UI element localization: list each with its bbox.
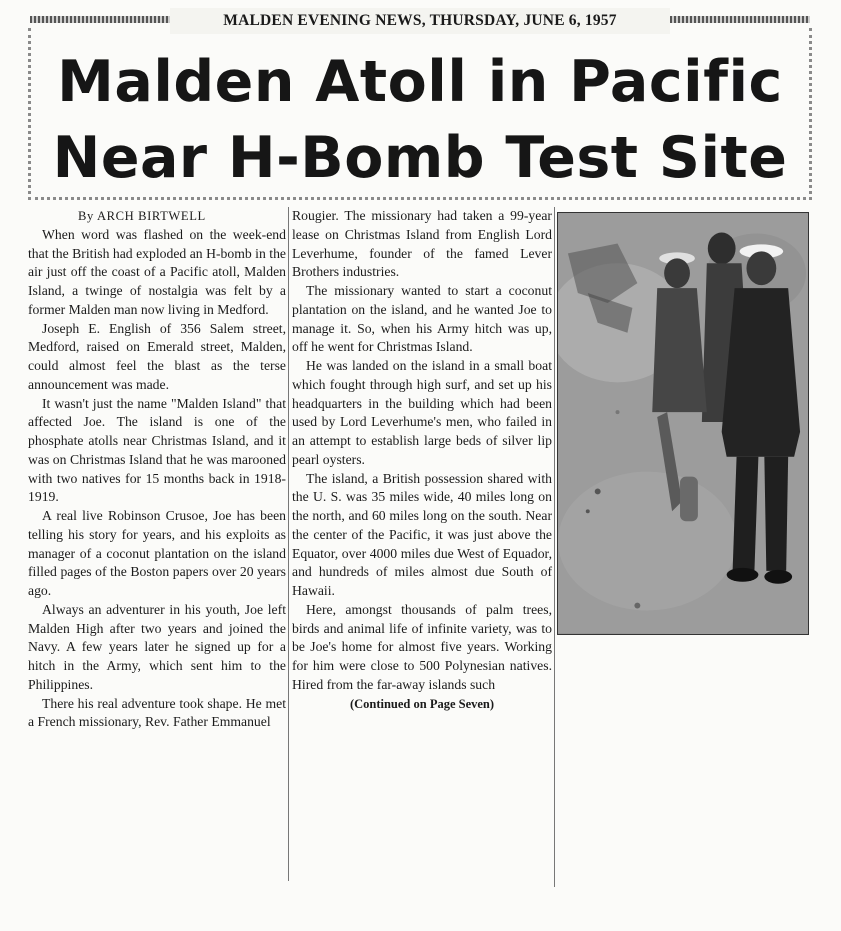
- paragraph: Here, amongst thousands of palm trees, birds and animal life of infinite variety, was to be Joe's home for almost five years. Working for him were close to 500 Polynesian natives. Hired from the far-away islands such: [292, 601, 552, 692]
- paragraph: The island, a British possession shared with the U. S. was 35 miles wide, 40 miles long on the north, and 60 miles long on the south. Near the center of the Pacific, it was just above the Equator, over 4000 miles due West of Equador, and hundreds of miles almost due South of Hawaii.: [292, 470, 552, 598]
- column-divider: [288, 207, 289, 881]
- photo-figures-icon: [558, 213, 808, 634]
- masthead-rule-right: [670, 16, 810, 23]
- article-column-2: [292, 207, 552, 713]
- paragraph: Rougier. The missionary had taken a 99-year lease on Christmas Island from English Lord Leverhume, founder of the famed Lever Brothers industries.: [292, 208, 552, 280]
- paragraph: When word was flashed on the week-end that the British had exploded an H-bomb in the air just off the coast of a Pacific atoll, Malden Island, a twinge of nostalgia was felt by a former Malden man now living in Medford.: [28, 226, 286, 317]
- paragraph: There his real adventure took shape. He met a French missionary, Rev. Father Emmanuel: [28, 695, 286, 730]
- paragraph: It wasn't just the name "Malden Island" that affected Joe. The island is one of the phosphate atolls near Christmas Island, and it was on Christmas Island that he was marooned with two natives for 15 months back in 1918-1919.: [28, 395, 286, 505]
- masthead-rule-left: [30, 16, 170, 23]
- paragraph: Joseph E. English of 356 Salem street, Medford, raised on Emerald street, Malden, could almost feel the blast as the terse announcement was made.: [28, 320, 286, 392]
- paragraph: He was landed on the island in a small boat which fought through high surf, and set up his headquarters in the building which had been used by Lord Leverhume's men, who failed in an attempt to establish large beds of silver lip pearl oysters.: [292, 358, 552, 467]
- column-divider: [554, 207, 555, 887]
- headline-line-2: Near H-Bomb Test Site: [52, 125, 788, 191]
- news-photo: [557, 212, 809, 635]
- paragraph: Always an adventurer in his youth, Joe left Malden High after two years and joined the Navy. A few years later he signed up for a hitch in the Army, which sent him to the Philippines.: [28, 601, 286, 692]
- paragraph: The missionary wanted to start a coconut plantation on the island, and he wanted Joe to manage it. So, when his Army hitch was up, off he went for Christmas Island.: [292, 283, 552, 355]
- headline-line-1: Malden Atoll in Pacific: [57, 49, 783, 115]
- paragraph: A real live Robinson Crusoe, Joe has been telling his story for years, and his exploits as manager of a coconut plantation on the island filled pages of the Boston papers over 20 years ago.: [28, 508, 286, 598]
- byline: By ARCH BIRTWELL: [78, 209, 206, 223]
- masthead: MALDEN EVENING NEWS, THURSDAY, JUNE 6, 1957: [170, 8, 670, 34]
- continued-note: (Continued on Page Seven): [349, 696, 495, 711]
- article-column-1: [28, 207, 286, 732]
